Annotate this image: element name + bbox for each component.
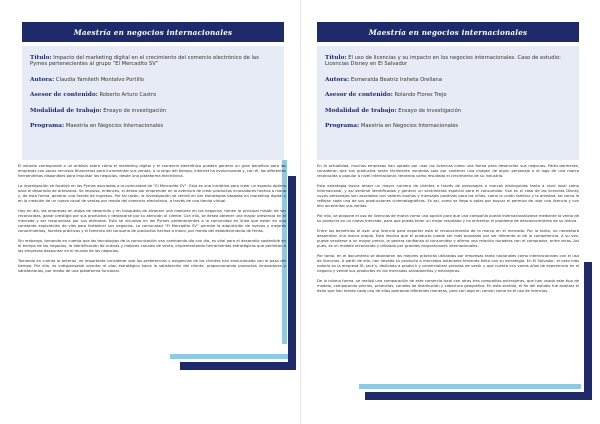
info-value: Maestría en Negocios Internacionales — [65, 123, 164, 130]
decor-bar — [170, 354, 288, 359]
info-value: Rolando Flores Trejo — [394, 92, 447, 99]
info-box — [317, 46, 579, 160]
paragraph: Tomando en cuenta lo anterior, es importante considerar que las preferencias y exigencias de los clientes han evolucionado con el paso del tiempo. Por ello, es indispensable orientar el plan estratégico hacia la satisfacción del cliente, proporcionando productos innovadores y satisfactorios, por medio de una plataforma funcional. — [18, 258, 286, 273]
info-value: Ensayo de investigación — [103, 107, 167, 114]
info-label: Autora: — [325, 76, 350, 83]
info-modality-row — [325, 108, 571, 114]
paragraph: Esta estrategia busca atraer un mayor número de clientes a través de personajes o marcas distinguidas tanto a nivel local como internacional, y así sentirse identificados y generar un sentimiento especial para el consumidor. Ese es el caso de las licencias Disney cuyos personajes son asociados con valores buenos y mensajes positivos para los niños, como la unión familiar y la amistad, tal como lo reflejan cada una de sus producciones cinematográficas. Es así, como se llega a optar por buscar el permiso de usar una licencia y con ello acrecentar sus ventas. — [317, 183, 579, 209]
info-modality-row — [30, 108, 276, 114]
info-value: Impacto del marketing digital en el crecimiento del comercio electrónico de las Pymes pertenecientes al grupo “El Mercadito SV” — [30, 55, 259, 68]
info-label: Modalidad de trabajo: — [325, 107, 397, 114]
info-advisor-row — [30, 92, 276, 98]
info-title-row — [30, 55, 276, 68]
info-label: Programa: — [325, 123, 360, 130]
info-value: El uso de licencias y su impacto en los negocios internacionales. Caso de estudio: Licencias Disney en El Salvador — [325, 55, 561, 68]
info-author-row — [325, 77, 571, 83]
decor-bar — [180, 362, 296, 370]
paragraph: Por tanto, en el documento se abordaron los mejores prácticas utilizadas por empresas tanto nacionales como internacionales con el uso de licencias. A partir de ello, han llevado su producto a mercados exteriores teniendo éxito con su estrategia. En El Salvador, el caso más notorio es la empresa St. Jack’s, dedicada a producir y comercializar prendas de vestir y que cuenta con varios años de experiencia en el negocio y vende sus productos en los mercados salvadoreños y extranjeros. — [317, 253, 579, 273]
paragraph: De lo mismo forma, se realizó una comparación de este comercio local con otras tres compañías extranjeras, que han usado este tipo de modelo, comparando precios, productos, canales de distribución y cobertura geográfica. En este sentido, el fin del estudio fue analizar el éxito que han tenido cada una de ellas operando diferentes maneras, pero con algo en común como es el uso de licencias. — [317, 278, 579, 293]
info-value: Esmeralda Beatriz Iraheta Orellana — [350, 76, 442, 83]
info-value: Maestría en Negocios Internacionales — [360, 123, 459, 130]
decor-bar — [288, 176, 296, 368]
paragraph: Sin embargo, tomando en cuenta que las tecnologías de la comunicación van cambiando día con día, es vital para el desarrollo sostenible en el tiempo de los negocios, la identificación de nuevas y mejores canales de venta, implementando herramientas estratégicas que permitan a las empresas despuntar en el mundo de los negocios. — [18, 238, 286, 254]
info-label: Autora: — [30, 76, 55, 83]
page-banner: Maestría en negocios internacionales — [317, 22, 579, 42]
info-box — [22, 46, 284, 160]
paragraph: Por ello, se propone el uso de licencias de marca como una opción para que una compañía pueda internacionalizarse mediante la venta de su producto en un nuevo mercado, para que pueda tener un mejor resultado y no enfrentar el problema de desconocimiento de su marca. — [317, 213, 579, 224]
decor-bar — [359, 384, 581, 389]
info-label: Título: — [30, 55, 52, 61]
info-label: Título: — [325, 55, 347, 61]
info-label: Modalidad de trabajo: — [30, 107, 102, 114]
paragraph: Hoy en día, las empresas en etapa de desarrollo y en búsqueda de alcanzar una madurez en los negocios, tienen la principal misión de ser reconocidas, ganar prestigio por sus productos y destacarse por su atención al cliente. Con ello, se desea obtener una mayor presencia en el mercado y ser reconocidas por sus atributos. Esto se visualiza en las Pymes pertenecientes a la comunidad en línea que están en una constante exploración de vías para fortalecer sus negocios. La comunidad “El Mercadito SV” permite la adquisición de nuevos y mejores conocimientos, fuentes prácticas y el fomento del consumo de productos hechos a mano, por medio del establecimiento de ferias. — [18, 208, 286, 234]
body-text — [18, 164, 286, 279]
paragraph: Entre los beneficios al usar una licencia para exportar está el reconocimiento de la marca en el mercado. Por lo tanto, no necesitará desarrollar una marca propia. Esta implica que el producto puede ser más aceptado por ser diferente al de la competencia. A su vez, puede venderse a un mayor precio, le genera confianza al consumidor y afirma una relación duradera con el comprador, entre otras. Así pues, es un modelo reconocido y utilizado por grandes corporaciones internacionales. — [317, 228, 579, 248]
info-program-row — [30, 123, 276, 129]
info-program-row — [325, 123, 571, 129]
info-value: Ensayo de investigación — [398, 107, 462, 114]
decor-bar — [584, 262, 592, 400]
decor-bar — [365, 392, 592, 400]
info-label: Asesor de contenido: — [325, 92, 393, 99]
right-page — [300, 0, 600, 424]
info-label: Programa: — [30, 123, 65, 130]
info-author-row — [30, 77, 276, 83]
paragraph: La investigación se focalizó en las Pymes asociadas a la comunidad de “El Mercadito SV”. Esta es una iniciativa para crear un espacio óptimo para el desarrollo de artesanos. Se impulsa, entonces, el deseo por emprender en la aventura de crear productos innovadores hechos a mano y, de esta forma, generar una fuente de ingresos. Por tal razón, la investigación se centró en dar estrategias basadas en marketing digital y en la creación de un nuevo canal de ventas por medio del comercio electrónico, a través de una tienda virtual. — [18, 183, 286, 204]
info-value: Roberto Arturo Castro — [99, 92, 157, 99]
info-advisor-row — [325, 92, 571, 98]
info-label: Asesor de contenido: — [30, 92, 98, 99]
info-title-row — [325, 55, 571, 68]
paragraph: El estudio corresponde a un análisis sobre cómo el marketing digital y el comercio electrónico pueden generar un gran beneficio para las empresas con pocos recursos financieros para incrementar sus ventas. A lo largo del tiempo, internet ha evolucionado y, con él, las diferentes herramientas disponibles para impulsar los negocios, desde una plataforma electrónica. — [18, 164, 286, 179]
page-banner: Maestría en negocios internacionales — [22, 22, 284, 42]
info-value: Claudia Yamileth Montalvo Portillo — [55, 76, 144, 83]
paragraph: En la actualidad, muchas empresas han optado por usar las licencias como una forma para desarrollar sus negocios. Particularmente, consideran que sus productos serán fácilmente vendidos solo por contener una imagen de algún personaje o el logo de una marca reconocida o popular a nivel internacional; teniendo como resultado el crecimiento de su industria. — [317, 164, 579, 179]
body-text — [317, 164, 579, 299]
